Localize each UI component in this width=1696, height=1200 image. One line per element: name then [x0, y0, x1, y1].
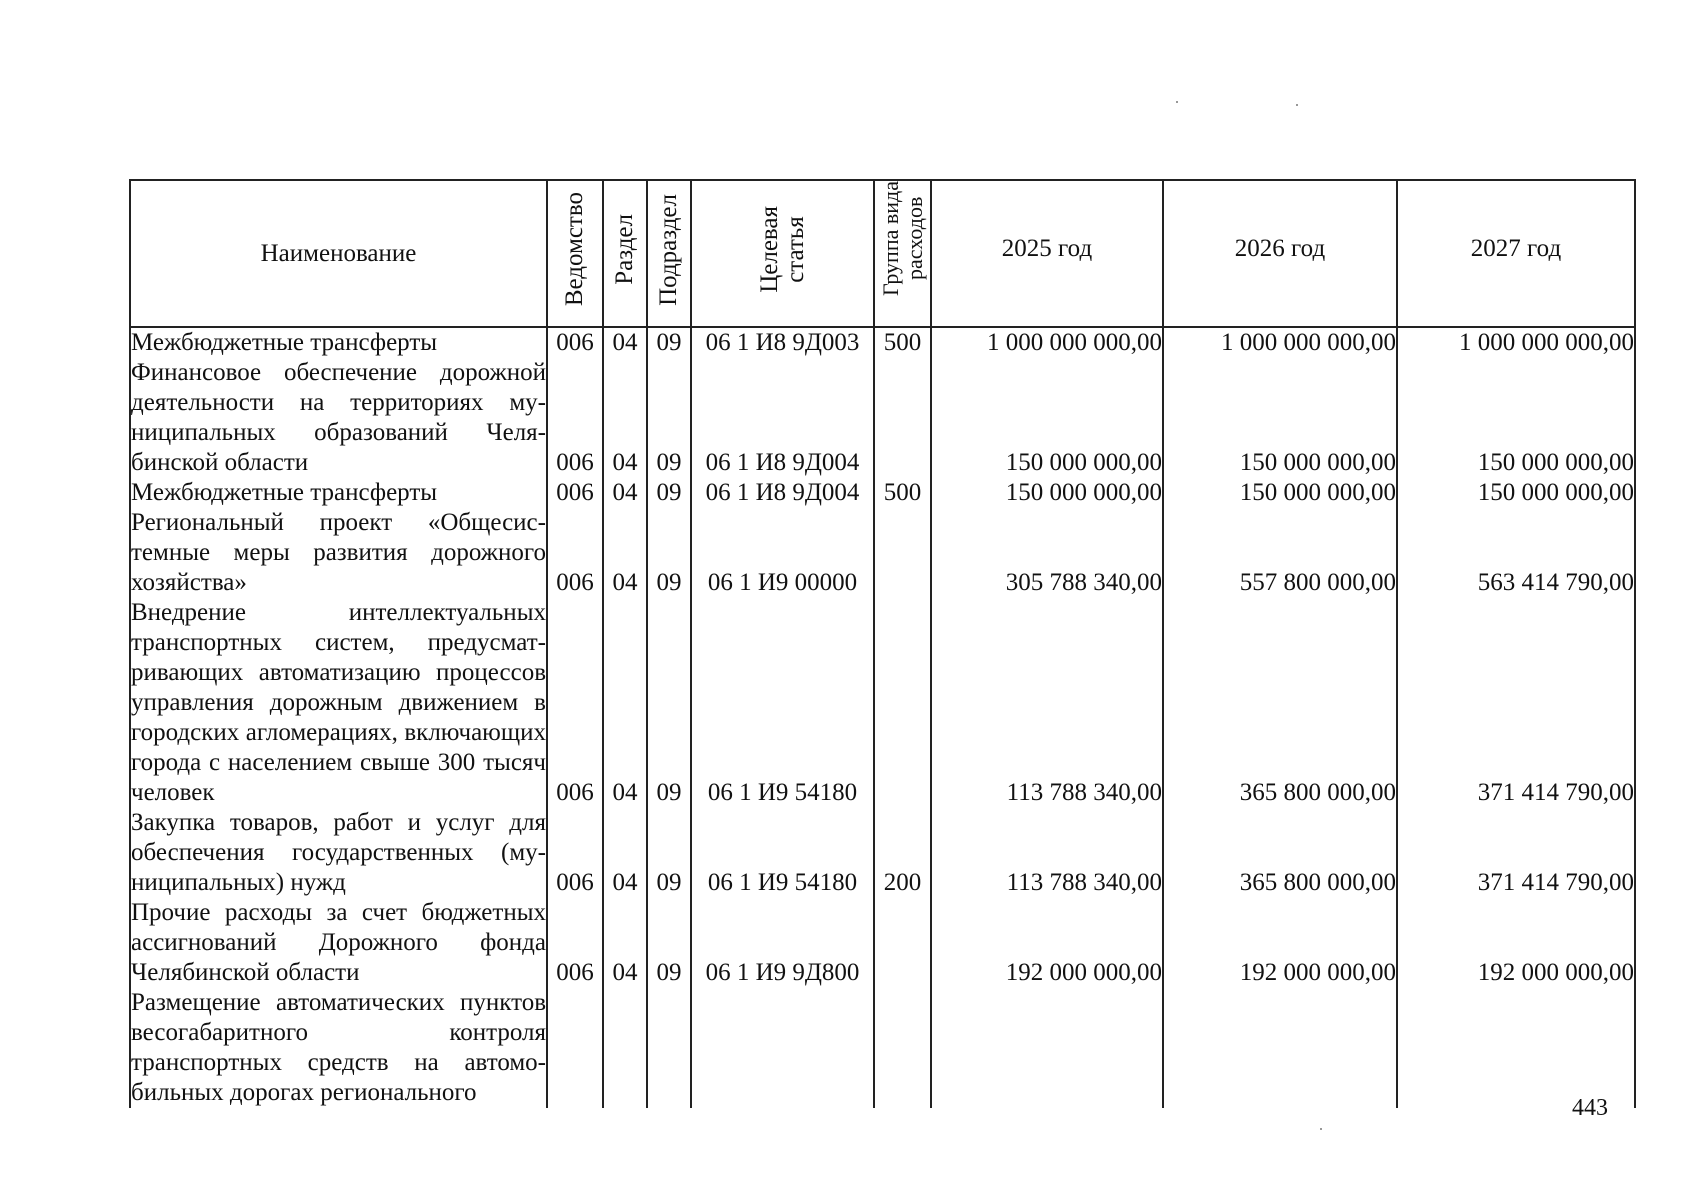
header-vedomstvo [547, 180, 603, 327]
row-gruppa: 500 [874, 327, 931, 358]
header-name: Наименование [130, 180, 547, 327]
row-vedomstvo: 006 [547, 808, 603, 898]
row-podrazdel [647, 988, 691, 1108]
header-gruppa-line1: Группа вида [877, 181, 903, 296]
row-podrazdel: 09 [647, 327, 691, 358]
row-razdel: 04 [603, 808, 647, 898]
table-row [130, 327, 1635, 358]
header-podrazdel-label: Подраздел [655, 193, 682, 306]
scan-speck [1296, 104, 1298, 106]
row-vedomstvo: 006 [547, 598, 603, 808]
row-name: Межбюджетные трансферты [130, 478, 547, 508]
row-celevaya-statya: 06 1 И8 9Д004 [691, 358, 874, 478]
row-celevaya-statya: 06 1 И8 9Д003 [691, 327, 874, 358]
table-row [130, 508, 1635, 598]
table-header [130, 180, 1635, 327]
header-celevaya-label [757, 206, 809, 293]
row-vedomstvo [547, 988, 603, 1108]
row-razdel: 04 [603, 478, 647, 508]
page-number: 443 [1572, 1095, 1608, 1121]
header-podrazdel [647, 180, 691, 327]
row-name: Региональный проект «Общесистемные меры развития дорожного хозяйства» [131, 509, 546, 596]
row-vedomstvo: 006 [547, 478, 603, 508]
row-2027: 150 000 000,00 [1397, 478, 1635, 508]
table-row [130, 808, 1635, 898]
row-podrazdel: 09 [647, 898, 691, 988]
row-2026: 557 800 000,00 [1163, 508, 1397, 598]
row-celevaya-statya: 06 1 И9 54180 [691, 598, 874, 808]
scan-speck [1320, 1128, 1322, 1130]
header-gruppa-line2: расходов [901, 196, 927, 281]
row-gruppa: 200 [874, 808, 931, 898]
row-2027: 192 000 000,00 [1397, 898, 1635, 988]
header-celevaya-line2: статья [781, 216, 809, 283]
row-2026: 1 000 000 000,00 [1163, 327, 1397, 358]
row-name: Финансовое обеспечение дорожной деятельности на территориях муниципальных образований Челябинской области [131, 359, 546, 476]
row-gruppa [874, 598, 931, 808]
row-2025: 305 788 340,00 [931, 508, 1163, 598]
table-row [130, 358, 1635, 478]
row-vedomstvo: 006 [547, 358, 603, 478]
row-2025: 1 000 000 000,00 [931, 327, 1163, 358]
row-name: Закупка товаров, работ и услуг для обеспечения государственных (муниципальных) нужд [131, 809, 546, 896]
row-2025: 113 788 340,00 [931, 808, 1163, 898]
header-razdel-label: Раздел [611, 214, 638, 285]
row-vedomstvo: 006 [547, 898, 603, 988]
row-2026: 150 000 000,00 [1163, 478, 1397, 508]
header-gruppa-label [879, 181, 927, 296]
row-gruppa [874, 898, 931, 988]
header-celevaya-statya [691, 180, 874, 327]
row-celevaya-statya: 06 1 И9 00000 [691, 508, 874, 598]
row-podrazdel: 09 [647, 508, 691, 598]
row-name: Межбюджетные трансферты [130, 327, 547, 358]
row-2026: 365 800 000,00 [1163, 808, 1397, 898]
header-vedomstvo-label: Ведомство [561, 192, 588, 307]
row-name: Размещение автоматических пунктов весогабаритного контроля транспортных средств на автомобильных дорогах регионального [131, 989, 546, 1106]
row-podrazdel: 09 [647, 598, 691, 808]
row-podrazdel: 09 [647, 478, 691, 508]
row-celevaya-statya [691, 988, 874, 1108]
header-2027: 2027 год [1397, 180, 1635, 327]
row-razdel: 04 [603, 327, 647, 358]
row-gruppa: 500 [874, 478, 931, 508]
row-podrazdel: 09 [647, 358, 691, 478]
header-razdel [603, 180, 647, 327]
table-body [130, 327, 1635, 1108]
row-2025: 150 000 000,00 [931, 358, 1163, 478]
row-2027: 371 414 790,00 [1397, 598, 1635, 808]
table-row [130, 898, 1635, 988]
row-razdel: 04 [603, 598, 647, 808]
table-row [130, 478, 1635, 508]
row-razdel: 04 [603, 898, 647, 988]
row-2025: 150 000 000,00 [931, 478, 1163, 508]
row-gruppa [874, 358, 931, 478]
table-row [130, 598, 1635, 808]
row-2027: 563 414 790,00 [1397, 508, 1635, 598]
row-razdel: 04 [603, 358, 647, 478]
header-2025: 2025 год [931, 180, 1163, 327]
header-2026: 2026 год [1163, 180, 1397, 327]
row-2027: 1 000 000 000,00 [1397, 327, 1635, 358]
row-gruppa [874, 508, 931, 598]
row-2026 [1163, 988, 1397, 1108]
row-name: Внедрение интеллектуальных транспортных систем, предусматривающих автоматизацию процессов управления дорожным движением в городских агломерациях, включающих города с населением свыше 300 тысяч человек [131, 599, 546, 806]
row-2025: 113 788 340,00 [931, 598, 1163, 808]
row-2026: 365 800 000,00 [1163, 598, 1397, 808]
row-gruppa [874, 988, 931, 1108]
row-2025 [931, 988, 1163, 1108]
row-2025: 192 000 000,00 [931, 898, 1163, 988]
row-vedomstvo: 006 [547, 508, 603, 598]
scan-speck [1176, 101, 1178, 103]
table-row [130, 988, 1635, 1108]
budget-table [129, 179, 1636, 1108]
row-razdel [603, 988, 647, 1108]
row-2027 [1397, 988, 1635, 1108]
row-razdel: 04 [603, 508, 647, 598]
row-celevaya-statya: 06 1 И8 9Д004 [691, 478, 874, 508]
row-celevaya-statya: 06 1 И9 9Д800 [691, 898, 874, 988]
row-vedomstvo: 006 [547, 327, 603, 358]
row-2026: 192 000 000,00 [1163, 898, 1397, 988]
row-2027: 150 000 000,00 [1397, 358, 1635, 478]
header-gruppa-vida-rashodov [874, 180, 931, 327]
row-celevaya-statya: 06 1 И9 54180 [691, 808, 874, 898]
header-celevaya-line1: Целевая [755, 206, 783, 293]
row-2026: 150 000 000,00 [1163, 358, 1397, 478]
row-podrazdel: 09 [647, 808, 691, 898]
row-2027: 371 414 790,00 [1397, 808, 1635, 898]
row-name: Прочие расходы за счет бюджетных ассигнований Дорожного фонда Челябинской области [131, 899, 546, 986]
